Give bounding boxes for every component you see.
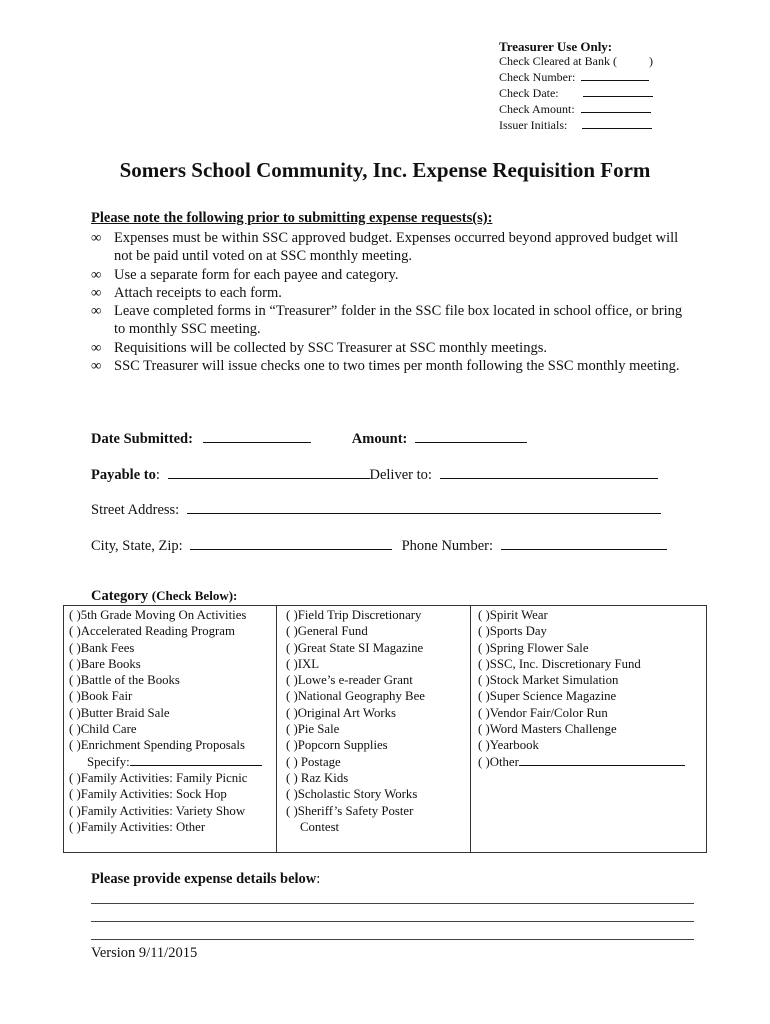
- payable-to-label: Payable to: [91, 467, 156, 483]
- date-submitted-field[interactable]: [203, 428, 311, 443]
- category-option[interactable]: ( )Child Care: [69, 722, 137, 737]
- notes-list: [91, 229, 691, 375]
- category-option[interactable]: ( )Family Activities: Other: [69, 819, 206, 834]
- expense-details-line[interactable]: [91, 903, 694, 904]
- category-column-2: [286, 607, 425, 835]
- infinity-bullet-icon: ∞: [91, 339, 102, 356]
- note-item: ∞ Use a separate form for each payee and category.: [91, 266, 399, 283]
- category-option[interactable]: ( )Spring Flower Sale: [478, 640, 589, 655]
- issuer-initials-label: Issuer Initials:: [499, 118, 568, 132]
- street-address-row: [91, 499, 661, 519]
- phone-number-field[interactable]: [501, 535, 667, 550]
- category-option[interactable]: ( )5th Grade Moving On Activities: [69, 608, 247, 622]
- payable-to-field[interactable]: [168, 464, 370, 479]
- category-option[interactable]: ( ) Postage: [286, 754, 341, 769]
- check-date-field[interactable]: [583, 85, 653, 97]
- city-phone-row: [91, 535, 667, 555]
- category-option[interactable]: ( )Super Science Magazine: [478, 689, 617, 704]
- category-sublabel: (Check Below):: [151, 588, 238, 603]
- specify-label: Specify:: [87, 754, 130, 769]
- treasurer-use-only-box: [499, 39, 689, 133]
- category-option[interactable]: ( )Lowe’s e-reader Grant: [286, 673, 413, 688]
- payable-deliver-row: [91, 464, 658, 484]
- category-option[interactable]: ( )General Fund: [286, 624, 368, 639]
- expense-details-line[interactable]: [91, 939, 694, 940]
- check-amount-row: [499, 101, 689, 117]
- date-submitted-label: Date Submitted:: [91, 431, 193, 447]
- infinity-bullet-icon: ∞: [91, 266, 102, 283]
- category-option[interactable]: ( )Bare Books: [69, 656, 141, 671]
- category-option[interactable]: ( )Family Activities: Variety Show: [69, 803, 246, 818]
- payable-to-colon: :: [155, 467, 160, 483]
- check-number-row: [499, 69, 689, 85]
- date-amount-row: [91, 428, 527, 448]
- category-option[interactable]: ( )Original Art Works: [286, 705, 396, 720]
- check-date-label: Check Date:: [499, 86, 559, 100]
- infinity-bullet-icon: ∞: [91, 230, 102, 246]
- category-option-continuation: Contest: [300, 819, 340, 834]
- category-option[interactable]: ( )Spirit Wear: [478, 608, 548, 622]
- category-column-1: [69, 607, 262, 835]
- check-date-row: [499, 85, 689, 101]
- street-address-field[interactable]: [187, 499, 661, 514]
- expense-details-label: Please provide expense details below:: [91, 871, 321, 887]
- category-option[interactable]: ( )Family Activities: Sock Hop: [69, 787, 227, 802]
- infinity-bullet-icon: ∞: [91, 284, 102, 301]
- category-option[interactable]: ( )SSC, Inc. Discretionary Fund: [478, 656, 641, 671]
- check-cleared-label: Check Cleared at Bank (: [499, 54, 617, 68]
- notes-heading: Please note the following prior to submitting expense requests(s):: [91, 210, 493, 226]
- category-option[interactable]: ( )Sports Day: [478, 624, 547, 639]
- amount-field[interactable]: [415, 428, 527, 443]
- category-table: [63, 605, 707, 853]
- check-number-field[interactable]: [581, 69, 649, 81]
- check-number-label: Check Number:: [499, 70, 576, 84]
- category-option[interactable]: ( )Field Trip Discretionary: [286, 608, 422, 622]
- phone-number-label: Phone Number:: [401, 538, 493, 554]
- specify-field[interactable]: [130, 754, 262, 766]
- category-option[interactable]: ( )Yearbook: [478, 738, 539, 753]
- category-option[interactable]: ( )Accelerated Reading Program: [69, 624, 235, 639]
- category-option[interactable]: ( )IXL: [286, 656, 320, 671]
- expense-details-line[interactable]: [91, 921, 694, 922]
- treasurer-title: Treasurer Use Only:: [499, 39, 613, 54]
- issuer-initials-row: [499, 117, 689, 133]
- note-item: ∞ Expenses must be within SSC approved budget. Expenses occurred beyond approved budget will not be paid until voted on at SSC monthly meeting.: [91, 230, 679, 265]
- amount-label: Amount:: [351, 431, 408, 447]
- category-label: Category (Check Below):: [91, 588, 238, 604]
- category-option[interactable]: ( )Butter Braid Sale: [69, 705, 170, 720]
- category-option[interactable]: ( )Word Masters Challenge: [478, 722, 617, 737]
- category-option[interactable]: ( ) Raz Kids: [286, 770, 349, 785]
- specify-row: [69, 754, 262, 770]
- category-option[interactable]: ( )Family Activities: Family Picnic: [69, 770, 248, 785]
- note-item: ∞ Requisitions will be collected by SSC Treasurer at SSC monthly meetings.: [91, 339, 547, 356]
- check-amount-label: Check Amount:: [499, 102, 575, 116]
- version-label: Version 9/11/2015: [91, 945, 198, 961]
- category-option[interactable]: ( )Popcorn Supplies: [286, 738, 388, 753]
- note-item: ∞ Leave completed forms in “Treasurer” folder in the SSC file box located in school office, or bring to monthly SSC meeting.: [91, 303, 683, 338]
- form-title: Somers School Community, Inc. Expense Requisition Form: [119, 158, 651, 182]
- column-divider: [276, 606, 277, 852]
- check-cleared-suffix: ): [648, 54, 653, 68]
- category-option[interactable]: ( )Stock Market Simulation: [478, 673, 619, 688]
- category-option[interactable]: ( )Vendor Fair/Color Run: [478, 705, 608, 720]
- category-option[interactable]: ( )Sheriff’s Safety Poster: [286, 803, 414, 818]
- infinity-bullet-icon: ∞: [91, 358, 102, 375]
- city-state-zip-label: City, State, Zip:: [91, 538, 183, 554]
- category-option[interactable]: ( )Pie Sale: [286, 722, 340, 737]
- deliver-to-label: Deliver to:: [369, 467, 432, 483]
- other-field[interactable]: [519, 754, 685, 766]
- city-state-zip-field[interactable]: [190, 535, 392, 550]
- category-option[interactable]: ( )Battle of the Books: [69, 673, 180, 688]
- other-row: [478, 754, 685, 770]
- category-option[interactable]: ( )Bank Fees: [69, 640, 135, 655]
- category-column-3: [478, 607, 685, 770]
- category-option[interactable]: ( )Other: [478, 754, 519, 769]
- deliver-to-field[interactable]: [440, 464, 658, 479]
- check-amount-field[interactable]: [581, 101, 651, 113]
- category-option[interactable]: ( )National Geography Bee: [286, 689, 425, 704]
- category-option[interactable]: ( )Book Fair: [69, 689, 133, 704]
- category-option[interactable]: ( )Scholastic Story Works: [286, 787, 418, 802]
- note-item: ∞ Attach receipts to each form.: [91, 284, 282, 301]
- street-address-label: Street Address:: [91, 502, 180, 518]
- infinity-bullet-icon: ∞: [91, 303, 102, 320]
- column-divider: [470, 606, 471, 852]
- category-option[interactable]: ( )Enrichment Spending Proposals: [69, 738, 245, 753]
- note-item: ∞ SSC Treasurer will issue checks one to two times per month following the SSC monthly meeting.: [91, 358, 680, 375]
- check-cleared-row: [499, 54, 689, 69]
- issuer-initials-field[interactable]: [582, 117, 652, 129]
- category-option[interactable]: ( )Great State SI Magazine: [286, 640, 424, 655]
